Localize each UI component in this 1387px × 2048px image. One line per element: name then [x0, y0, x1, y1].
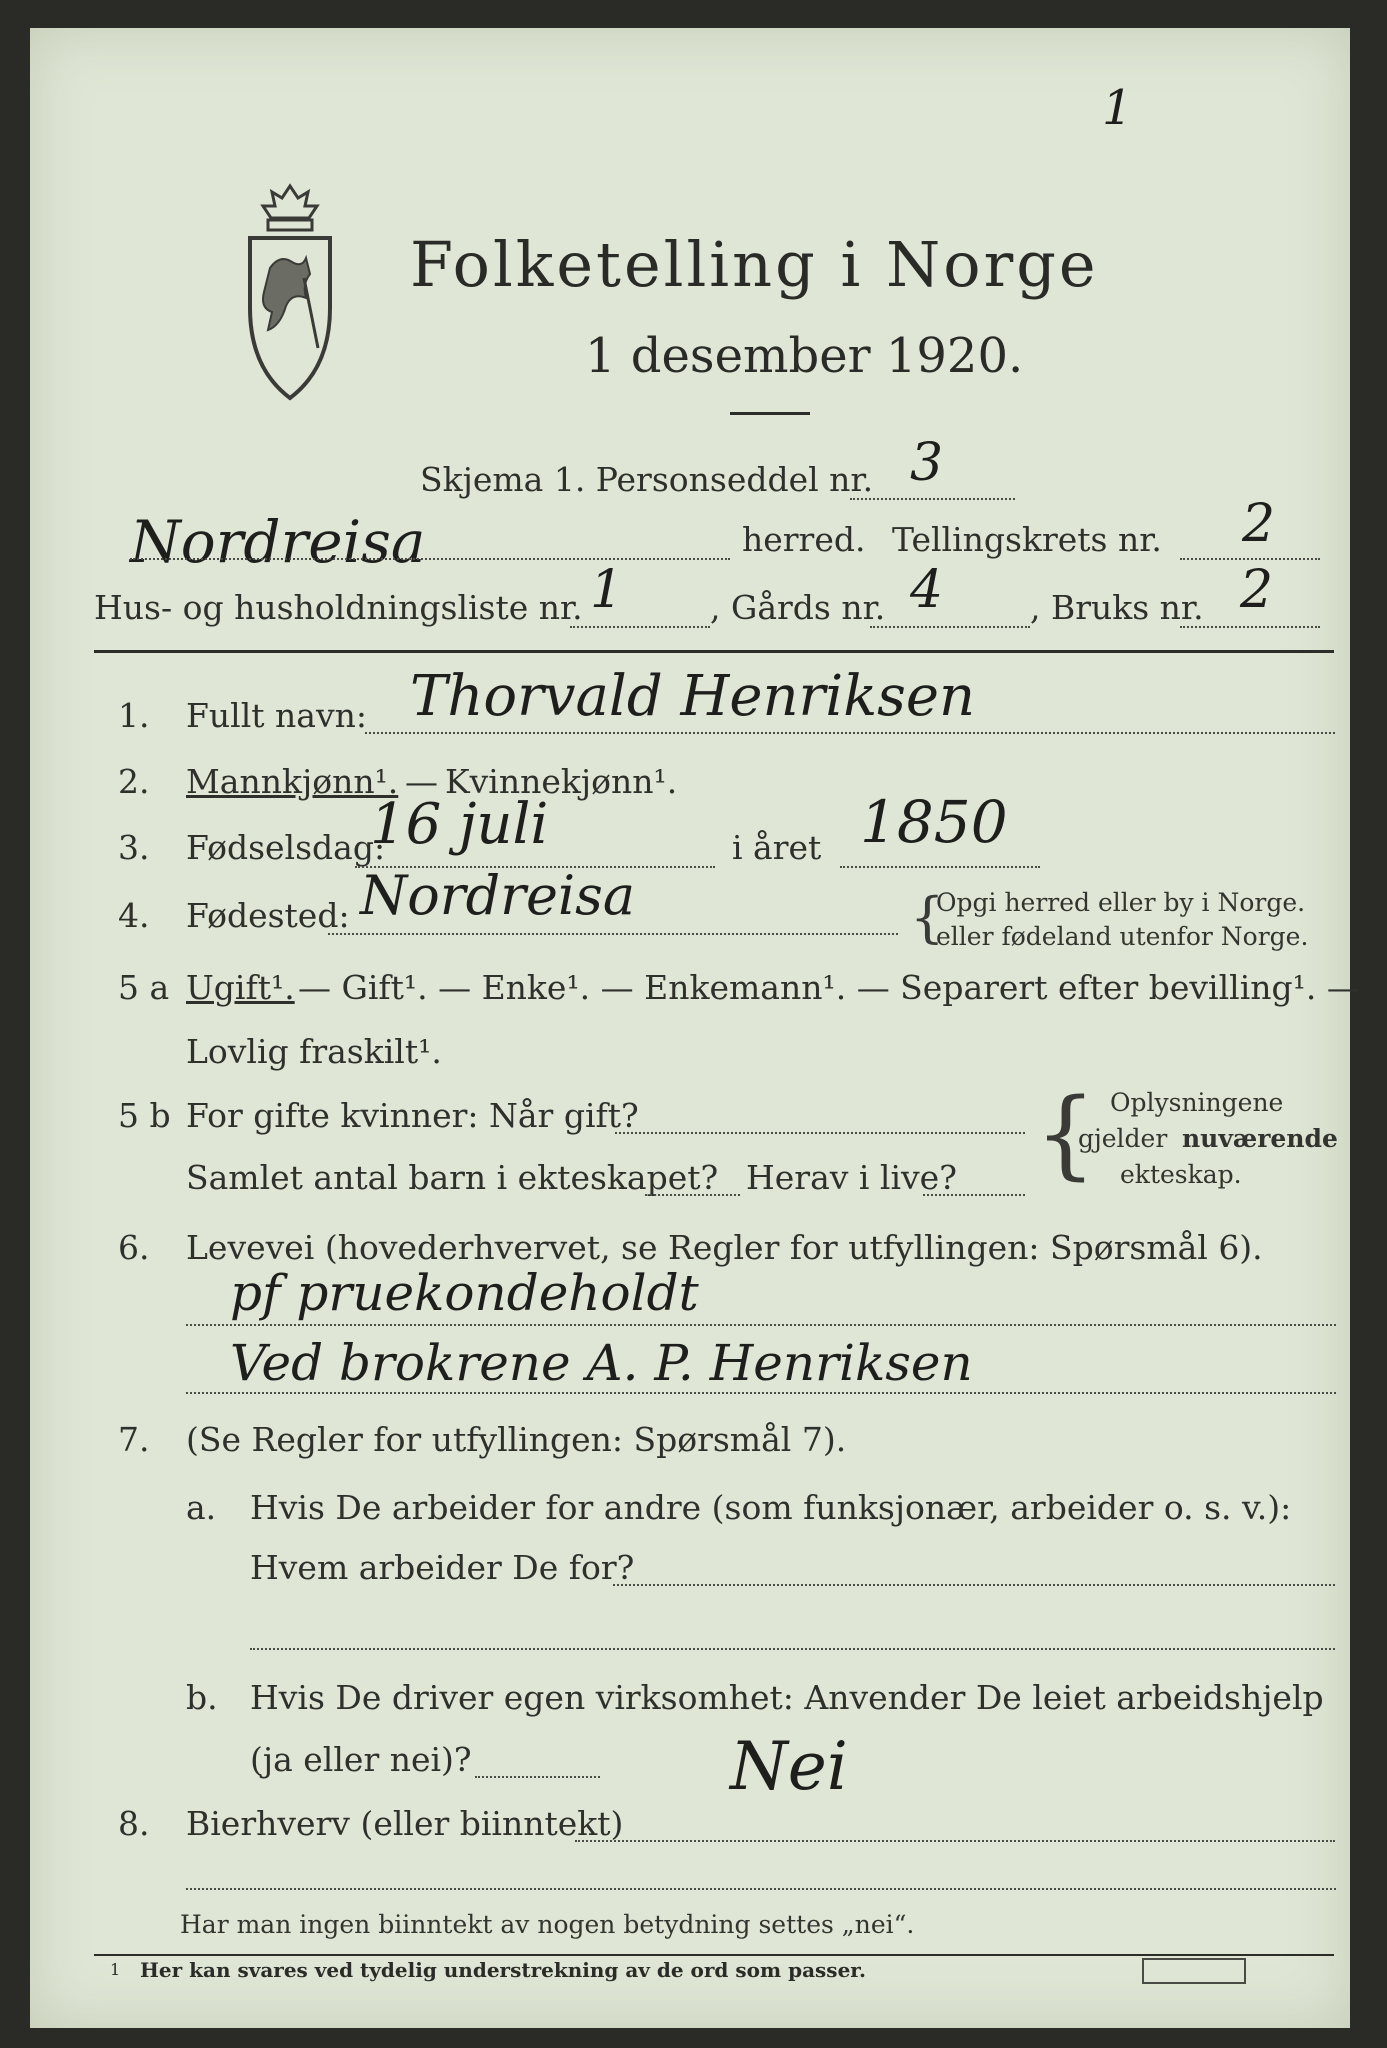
q7a-number: a. — [186, 1488, 217, 1527]
q5b-number: 5 b — [118, 1096, 171, 1135]
herred-value: Nordreisa — [130, 508, 426, 576]
schema-number: 3 — [910, 433, 944, 493]
q4-number: 4. — [118, 896, 150, 935]
q7b-text: Hvis De driver egen virksomhet: Anvender De leiet arbeidshjelp — [250, 1678, 1324, 1717]
q1-dotted-line — [365, 732, 1335, 734]
q7b-question: (ja eller nei)? — [250, 1740, 472, 1779]
q7b-dotted-line — [475, 1776, 600, 1778]
q5b-children-dotted-line — [645, 1194, 740, 1196]
q4-note-2: eller fødeland utenfor Norge. — [936, 922, 1309, 951]
q6-answer-line2: Ved brokrene A. P. Henriksen — [230, 1334, 973, 1392]
q6-dotted-line-2 — [186, 1392, 1336, 1394]
q7b-number: b. — [186, 1678, 218, 1717]
page-number: 1 — [1102, 80, 1133, 136]
form-title: Folketelling i Norge — [410, 228, 1099, 301]
q7b-answer: Nei — [730, 1728, 848, 1805]
footnote-text: Her kan svares ved tydelig understrekning av de ord som passer. — [140, 1958, 866, 1982]
q1-label: Fullt navn: — [186, 696, 367, 735]
q7a-dotted-line-2 — [250, 1648, 1335, 1650]
q1-number: 1. — [118, 696, 150, 735]
q8-dotted-line-1 — [575, 1840, 1335, 1842]
q7a-text: Hvis De arbeider for andre (som funksjonær, arbeider o. s. v.): — [250, 1488, 1292, 1527]
q3-birthdate: 16 juli — [370, 792, 549, 857]
q5b-alive-label: Herav i live? — [746, 1158, 957, 1197]
q4-birthplace: Nordreisa — [360, 864, 636, 927]
bruks-dotted-line — [1180, 626, 1320, 628]
q3-year-label: i året — [732, 828, 822, 867]
schema-label: Skjema 1. Personseddel nr. — [420, 460, 874, 499]
q7a-question: Hvem arbeider De for? — [250, 1548, 635, 1587]
q4-dotted-line — [328, 933, 898, 935]
printer-stamp — [1142, 1958, 1246, 1984]
herred-dotted-line — [130, 558, 730, 560]
q5b-note-2a: gjelder — [1078, 1124, 1168, 1153]
q7a-dotted-line-1 — [613, 1584, 1335, 1586]
title-divider — [730, 412, 810, 415]
tellingskrets-label: Tellingskrets nr. — [892, 520, 1162, 559]
hus-value: 1 — [590, 560, 624, 620]
q1-full-name: Thorvald Henriksen — [410, 664, 976, 729]
footnote-mark: 1 — [110, 1960, 121, 1979]
q7-label: (Se Regler for utfyllingen: Spørsmål 7). — [186, 1420, 847, 1459]
q5a-options: — Gift¹. — Enke¹. — Enkemann¹. — Separert efter bevilling¹. — — [298, 968, 1360, 1007]
q5b-married-dotted-line — [615, 1132, 1025, 1134]
q8-number: 8. — [118, 1804, 150, 1843]
q5a-number: 5 a — [118, 968, 170, 1007]
q5b-alive-dotted-line — [923, 1194, 1025, 1196]
q4-label: Fødested: — [186, 896, 350, 935]
gards-value: 4 — [910, 560, 944, 620]
tellingskrets-value: 2 — [1242, 494, 1276, 554]
q2-separator: — — [405, 762, 438, 801]
hus-label: Hus- og husholdningsliste nr. — [94, 588, 583, 627]
q3-year-dotted-line — [840, 866, 1040, 868]
q6-answer-line1: pf pruekondeholdt — [230, 1264, 699, 1322]
q3-label: Fødselsdag: — [186, 828, 386, 867]
herred-label: herred. — [742, 520, 866, 559]
q7-number: 7. — [118, 1420, 150, 1459]
q5b-label: For gifte kvinner: Når gift? — [186, 1096, 639, 1135]
q6-number: 6. — [118, 1228, 150, 1267]
schema-dotted-line — [850, 498, 1015, 500]
footnote-rule — [94, 1954, 1334, 1956]
gards-label: , Gårds nr. — [710, 588, 886, 627]
q6-label: Levevei (hovederhvervet, se Regler for utfyllingen: Spørsmål 6). — [186, 1228, 1263, 1267]
q5b-note-1: Oplysningene — [1110, 1088, 1284, 1117]
q3-number: 3. — [118, 828, 150, 867]
q5b-children-label: Samlet antal barn i ekteskapet? — [186, 1158, 719, 1197]
q6-dotted-line-1 — [186, 1324, 1336, 1326]
census-date: 1 desember 1920. — [585, 328, 1024, 384]
q5a-line2: Lovlig fraskilt¹. — [186, 1032, 442, 1071]
bruks-label: , Bruks nr. — [1030, 588, 1204, 627]
q2-female: Kvinnekjønn¹. — [445, 762, 678, 801]
norway-coat-of-arms-icon — [240, 178, 340, 408]
bruks-value: 2 — [1240, 560, 1274, 620]
nei-note: Har man ingen biinntekt av nogen betydning settes „nei“. — [180, 1910, 915, 1939]
q2-number: 2. — [118, 762, 150, 801]
q5a-ugift: Ugift¹. — [186, 968, 295, 1007]
q5b-note-2b: nuværende — [1182, 1124, 1338, 1153]
q8-dotted-line-2 — [186, 1888, 1336, 1890]
q4-note-1: Opgi herred eller by i Norge. — [936, 888, 1306, 917]
q5b-note-3: ekteskap. — [1120, 1160, 1242, 1189]
census-form — [30, 28, 1360, 2028]
q3-birth-year: 1850 — [860, 788, 1008, 856]
header-rule — [94, 650, 1334, 653]
q2-male: Mannkjønn¹. — [186, 762, 399, 801]
q5b-brace: { — [1035, 1078, 1097, 1190]
hus-dotted-line — [570, 626, 710, 628]
q8-label: Bierhverv (eller biinntekt) — [186, 1804, 624, 1843]
q4-brace: { — [910, 886, 945, 949]
gards-dotted-line — [870, 626, 1030, 628]
